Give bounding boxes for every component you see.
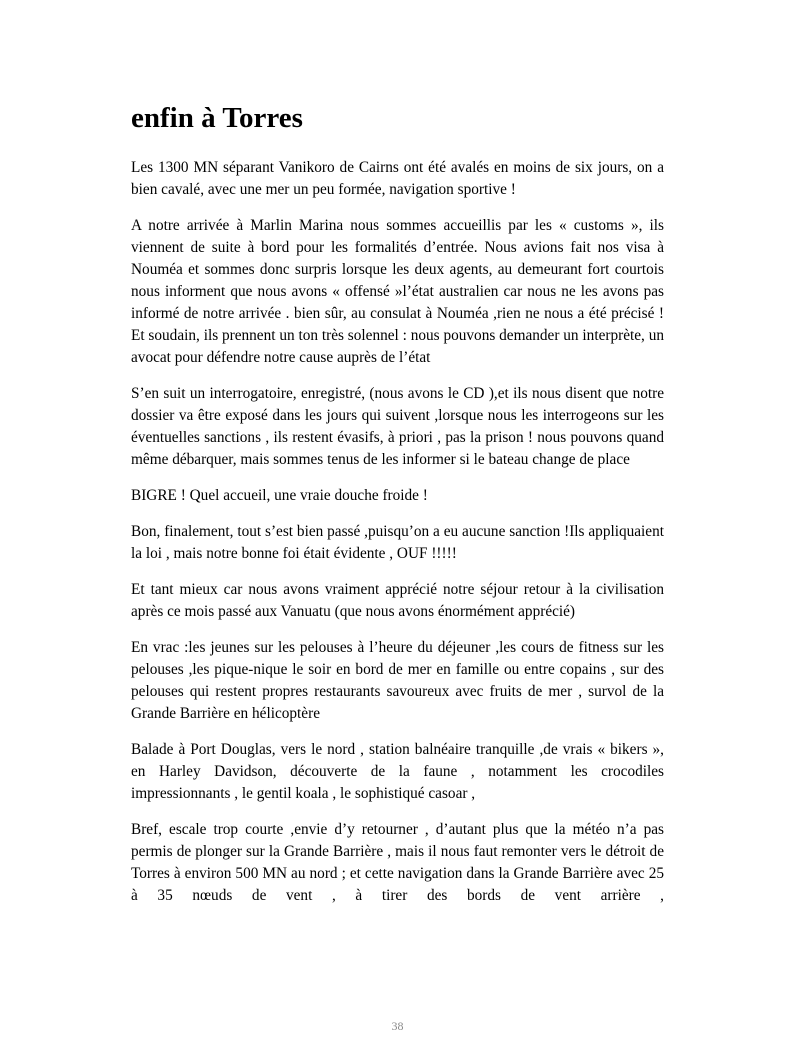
- paragraph-port-douglas: Balade à Port Douglas, vers le nord , station balnéaire tranquille ,de vrais « bikers », en Harley Davidson, découverte de la faune , notamment les crocodiles impressionnants , le gentil koala , le sophistiqué casoar ,: [131, 741, 664, 802]
- paragraph-interrogation: S’en suit un interrogatoire, enregistré, (nous avons le CD ),et ils nous disent que notre dossier va être exposé dans les jours qui suivent ,lorsque nous les interrogeons sur les éventuelles sanctions , ils restent évasifs, à priori , pas la prison ! nous pouvons quand même débarquer, mais sommes tenus de les informer si le bateau change de place: [131, 385, 664, 468]
- body-text: [131, 157, 664, 921]
- page-title: enfin à Torres: [131, 102, 303, 134]
- paragraph-no-sanction: Bon, finalement, tout s’est bien passé ,puisqu’on a eu aucune sanction !Ils appliquaient la loi , mais notre bonne foi était évidente , OUF !!!!!: [131, 523, 664, 562]
- paragraph-bigre: BIGRE ! Quel accueil, une vraie douche froide !: [131, 487, 428, 504]
- page-number: 38: [391, 1019, 404, 1033]
- paragraph-civilisation: Et tant mieux car nous avons vraiment apprécié notre séjour retour à la civilisation après ce mois passé aux Vanuatu (que nous avons énormément apprécié): [131, 581, 664, 620]
- paragraph-arrival-cairns: Les 1300 MN séparant Vanikoro de Cairns ont été avalés en moins de six jours, on a bien cavalé, avec une mer un peu formée, navigation sportive !: [131, 159, 664, 198]
- paragraph-bref: Bref, escale trop courte ,envie d’y retourner , d’autant plus que la météo n’a pas permis de plonger sur la Grande Barrière , mais il nous faut remonter vers le détroit de Torres à environ 500 MN au nord ; et cette navigation dans la Grande Barrière avec 25 à 35 nœuds de vent , à tirer des bords de vent arrière ,: [131, 821, 664, 904]
- paragraph-marlin-marina: A notre arrivée à Marlin Marina nous sommes accueillis par les « customs », ils viennent de suite à bord pour les formalités d’entrée. Nous avions fait nos visa à Nouméa et sommes donc surpris lorsque les deux agents, au demeurant fort courtois nous informent que nous avons « offensé »l’état australien car nous ne les avons pas informé de notre arrivée . bien sûr, au consulat à Nouméa ,rien ne nous a été précisé ! Et soudain, ils prennent un ton très solennel : nous pouvons demander un interprète, un avocat pour défendre notre cause auprès de l’état: [131, 217, 664, 366]
- paragraph-en-vrac: En vrac :les jeunes sur les pelouses à l’heure du déjeuner ,les cours de fitness sur les pelouses ,les pique-nique le soir en bord de mer en famille ou entre copains , sur des pelouses qui restent propres restaurants savoureux avec fruits de mer , survol de la Grande Barrière en hélicoptère: [131, 639, 664, 722]
